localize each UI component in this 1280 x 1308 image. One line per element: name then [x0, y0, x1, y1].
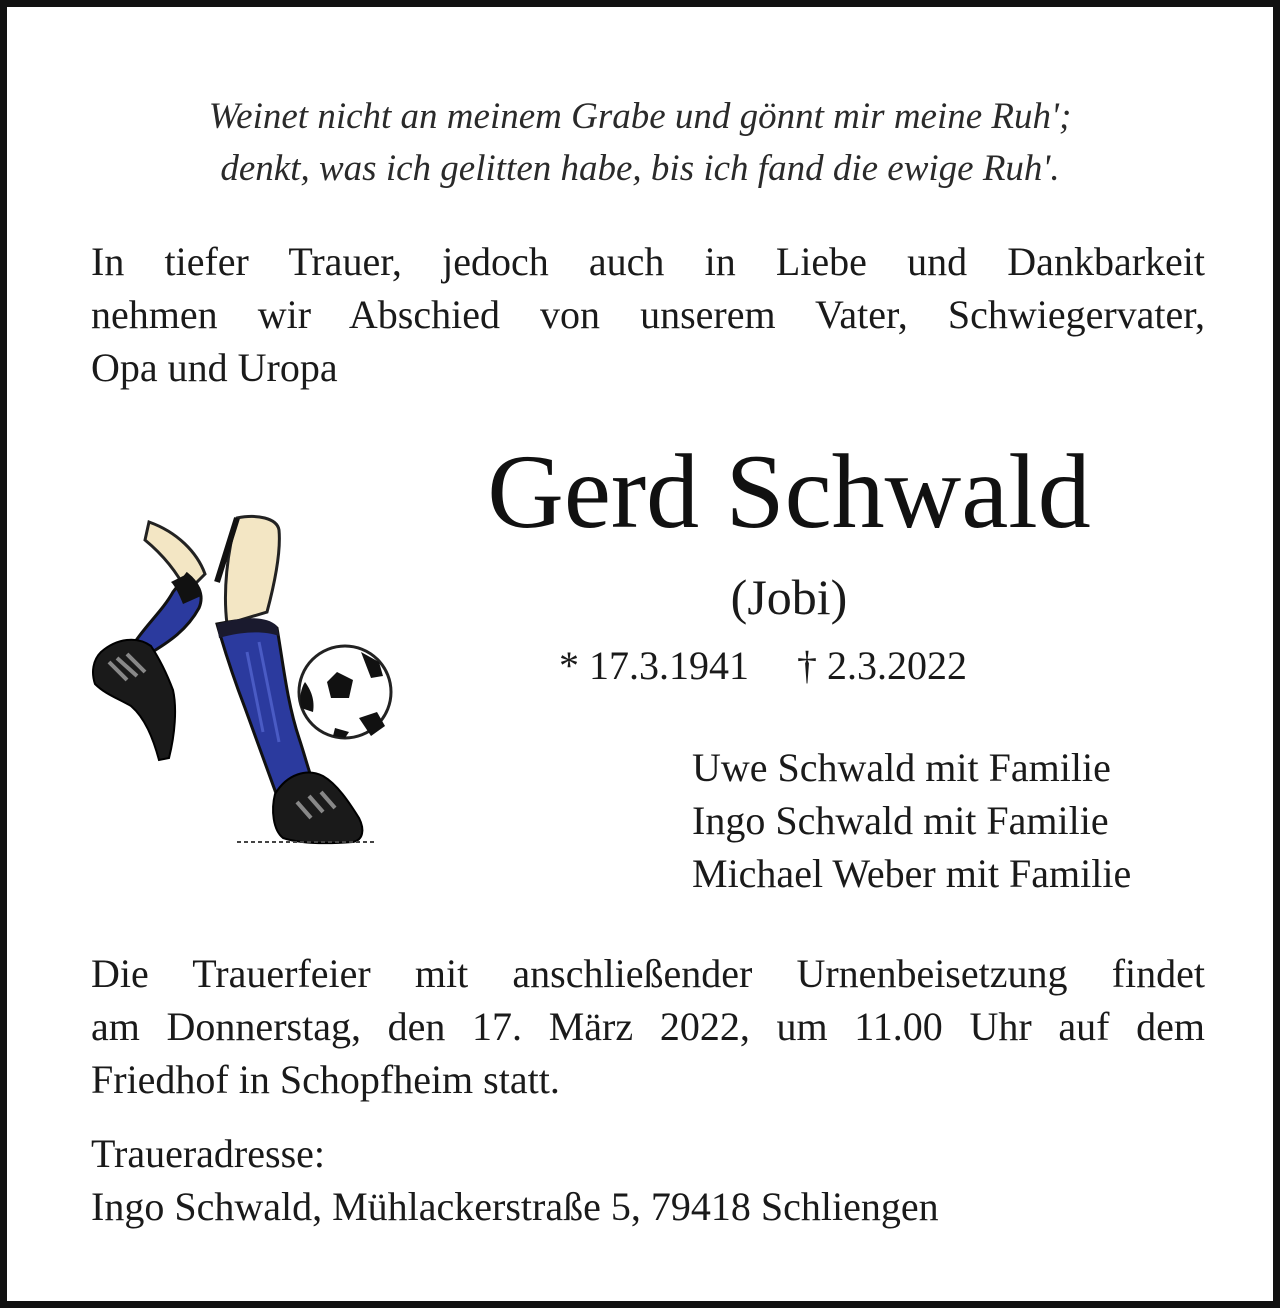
- mourner-entry: Ingo Schwald mit Familie: [692, 798, 1109, 843]
- intro-line: Opa und Uropa: [91, 345, 338, 390]
- life-dates: [559, 641, 967, 691]
- birth-date: * 17.3.1941: [559, 643, 749, 688]
- poem-line: denkt, was ich gelitten habe, bis ich fand die ewige Ruh'.: [220, 148, 1060, 189]
- memorial-poem: [7, 91, 1273, 195]
- soccer-player-kicking-ball-icon: [87, 512, 397, 852]
- mourning-address: [91, 1127, 939, 1233]
- intro-text: [91, 235, 1205, 394]
- deceased-nickname: (Jobi): [730, 569, 848, 625]
- intro-line: In tiefer Trauer, jedoch auch in Liebe und Dankbarkeit: [91, 239, 1205, 284]
- deceased-name: Gerd Schwald: [487, 433, 1091, 550]
- mourner-entry: Uwe Schwald mit Familie: [692, 745, 1111, 790]
- address-label: Traueradresse:: [91, 1131, 326, 1176]
- ceremony-line: am Donnerstag, den 17. März 2022, um 11.00 Uhr auf dem: [91, 1004, 1205, 1049]
- death-date: † 2.3.2022: [797, 643, 967, 688]
- ceremony-line: Die Trauerfeier mit anschließender Urnenbeisetzung findet: [91, 951, 1205, 996]
- ceremony-info: [91, 947, 1205, 1106]
- ceremony-line: Friedhof in Schopfheim statt.: [91, 1057, 560, 1102]
- intro-line: nehmen wir Abschied von unserem Vater, Schwiegervater,: [91, 292, 1205, 337]
- mourner-entry: Michael Weber mit Familie: [692, 851, 1132, 896]
- poem-line: Weinet nicht an meinem Grabe und gönnt mir meine Ruh';: [208, 96, 1072, 137]
- mourners-list: [692, 741, 1131, 900]
- address-value: Ingo Schwald, Mühlackerstraße 5, 79418 Schliengen: [91, 1184, 939, 1229]
